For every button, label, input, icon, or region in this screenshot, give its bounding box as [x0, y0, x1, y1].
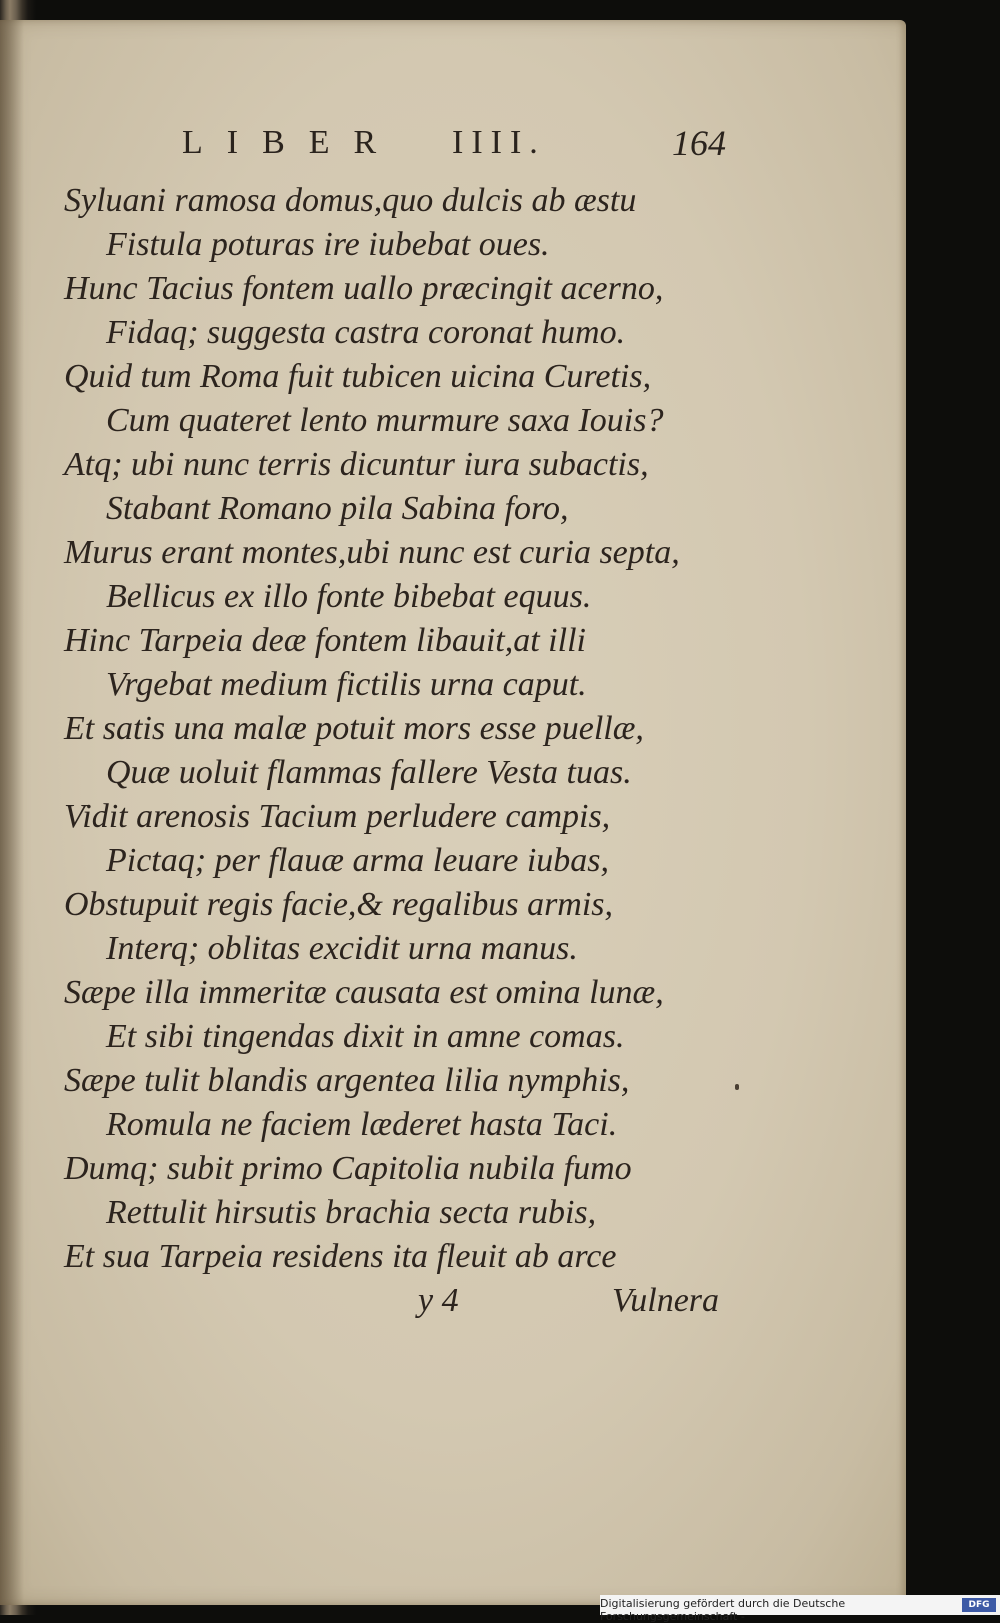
verse-line: Sæpe illa immeritæ causata est omina lunæ, — [64, 974, 664, 1011]
verse-line: Et sua Tarpeia residens ita fleuit ab arce — [64, 1238, 617, 1275]
verse-line: Fidaq; suggesta castra coronat humo. — [106, 314, 626, 351]
verse-line: Rettulit hirsutis brachia secta rubis, — [106, 1194, 597, 1231]
verse-line: Vrgebat medium fictilis urna caput. — [106, 666, 587, 703]
book-page — [0, 20, 906, 1605]
running-title: LIBER — [182, 124, 401, 161]
verse-line: Et satis una malæ potuit mors esse puellæ, — [64, 710, 644, 747]
signature-mark: y 4 — [418, 1282, 459, 1319]
verse-line: Vidit arenosis Tacium perludere campis, — [64, 798, 611, 835]
running-head — [0, 106, 906, 163]
verse-line: Interq; oblitas excidit urna manus. — [106, 930, 578, 967]
catchword: Vulnera — [612, 1282, 720, 1319]
verse-line: Atq; ubi nunc terris dicuntur iura subactis, — [64, 446, 649, 483]
verse-line: Pictaq; per flauæ arma leuare iubas, — [106, 842, 610, 879]
ink-speck — [735, 1084, 739, 1090]
page-number: 164 — [672, 123, 726, 163]
verse-line: Obstupuit regis facie,& regalibus armis, — [64, 886, 614, 923]
dfg-logo-icon: DFG — [962, 1598, 996, 1612]
verse-line: Quid tum Roma fuit tubicen uicina Curetis, — [64, 358, 652, 395]
verse-line: Cum quateret lento murmure saxa Iouis? — [106, 402, 664, 439]
verse-line: Sæpe tulit blandis argentea lilia nymphis, — [64, 1062, 630, 1099]
verse-line: Bellicus ex illo fonte bibebat equus. — [106, 578, 592, 615]
verse-line: Hinc Tarpeia deæ fontem libauit,at illi — [64, 622, 586, 659]
attribution-bar — [600, 1595, 1000, 1623]
verse-line: Romula ne faciem læderet hasta Taci. — [106, 1106, 618, 1143]
book-number: IIII. — [452, 124, 546, 161]
verse-line: Hunc Tacius fontem uallo præcingit acerno, — [64, 270, 664, 307]
page-foot — [0, 1282, 906, 1326]
verse-line: Stabant Romano pila Sabina foro, — [106, 490, 569, 527]
verse-line: Syluani ramosa domus,quo dulcis ab æstu — [64, 182, 637, 219]
verse-line: Quæ uoluit flammas fallere Vesta tuas. — [106, 754, 632, 791]
verse-line: Murus erant montes,ubi nunc est curia septa, — [64, 534, 680, 571]
verse-line: Dumq; subit primo Capitolia nubila fumo — [64, 1150, 632, 1187]
attribution-text: Digitalisierung gefördert durch die Deutsche Forschungsgemeinschaft - — [600, 1597, 846, 1623]
verse-line: Fistula poturas ire iubebat oues. — [106, 226, 550, 263]
verse-line: Et sibi tingendas dixit in amne comas. — [106, 1018, 625, 1055]
